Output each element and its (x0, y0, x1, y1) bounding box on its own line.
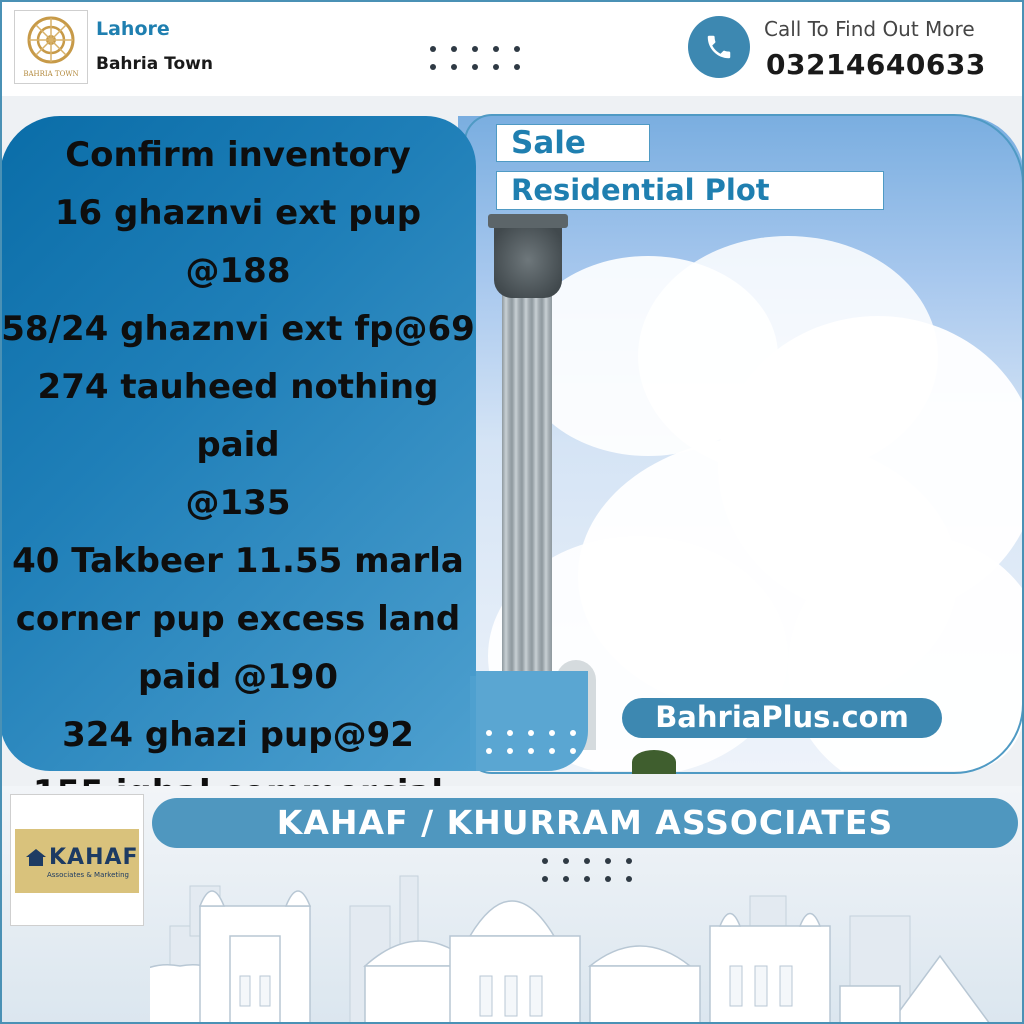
website-link[interactable]: BahriaPlus.com (622, 698, 942, 738)
decorative-dots (542, 858, 635, 882)
house-icon (25, 847, 47, 867)
listing-description: Confirm inventory 16 ghaznvi ext pup @188 58/24 ghaznvi ext fp@69 274 tauheed nothing paid @135 40 Takbeer 11.55 marla corner pup excess land paid @190 324 ghazi pup@92 (1, 135, 475, 755)
bahria-town-logo (14, 10, 88, 84)
agency-logo-subtitle: Associates & Marketing (47, 871, 129, 879)
ornament-icon (23, 15, 79, 65)
header (0, 0, 1024, 96)
logo-text: BAHRIA TOWN (23, 70, 79, 78)
footer (0, 786, 1024, 1024)
call-label: Call To Find Out More (764, 17, 975, 41)
purpose-tag: Sale (496, 124, 650, 162)
decorative-dots (486, 730, 579, 754)
decorative-dots (430, 46, 523, 70)
panel-tail (470, 671, 588, 771)
property-type-tag: Residential Plot (496, 171, 884, 210)
column-shaft (502, 286, 552, 686)
agency-name: KAHAF / KHURRAM ASSOCIATES (152, 798, 1018, 848)
city-name: Lahore (96, 18, 170, 40)
area-name: Bahria Town (96, 54, 213, 74)
phone-number[interactable]: 03214640633 (766, 48, 986, 81)
call-button[interactable] (688, 16, 750, 78)
phone-icon (704, 32, 734, 62)
tree-top (632, 750, 676, 774)
column-abacus (488, 214, 568, 228)
column-capital (494, 222, 562, 298)
agency-logo-word: KAHAF (49, 845, 139, 870)
agency-logo (10, 794, 144, 926)
